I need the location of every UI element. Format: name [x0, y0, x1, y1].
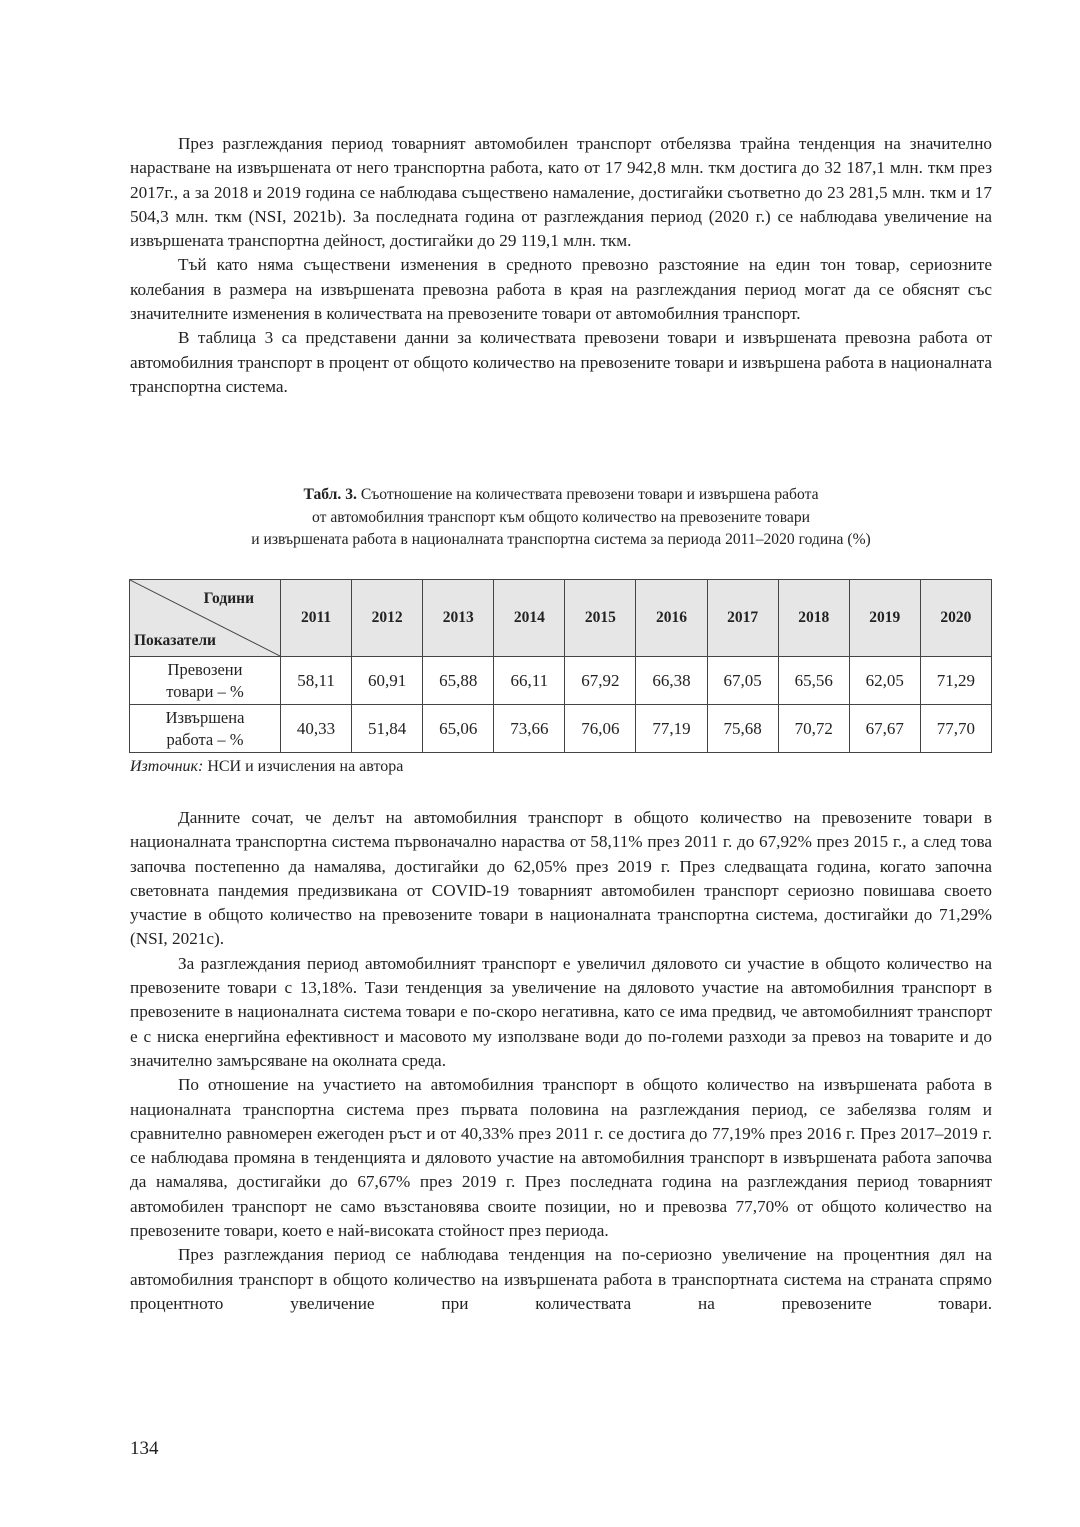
paragraph: За разглеждания период автомобилният транспорт е увеличил дяловото си участие в общото количество на превозените товари с 13,18%. Тази тенденция за увеличение на дяловото участие на автомобилния транспорт в превозените в националната система товари е по-скоро негативна, като се има предвид, че автомобилният транспорт е с ниска енергийна ефективност и масовото му използване води до по-големи разходи за превоз на товарите и до значително замърсяване на околната среда. [130, 953, 992, 1070]
paragraph: В таблица 3 са представени данни за количествата превозени товари и извършената превозна работа от автомобилния транспорт в процент от общото количество на превозените товари и извършена работа в националната транспортна система. [130, 328, 992, 396]
table-cell: 58,11 [281, 657, 352, 705]
paragraph: През разглеждания период товарният автомобилен транспорт отбелязва трайна тенденция на значително нарастване на извършената от него транспортна работа, като от 17 942,8 млн. ткм достига до 32 187,1 млн. ткм през 2017г., а за 2018 и 2019 година се наблюдава съществено намаление, достигайки съответно до 23 281,5 млн. ткм и 17 504,3 млн. ткм (NSI, 2021b). За последната година от разглеждания период (2020 г.) се наблюдава увеличение на извършената транспортна дейност, достигайки до 29 119,1 млн. ткм. [130, 134, 992, 251]
table-cell: 65,88 [423, 657, 494, 705]
data-table [129, 579, 992, 753]
year-header: 2020 [920, 580, 991, 657]
year-header: 2019 [849, 580, 920, 657]
table-caption-line: Съотношение на количествата превозени товари и извършена работа [360, 486, 819, 503]
corner-header-cell [130, 580, 281, 657]
table-cell: 66,38 [636, 657, 707, 705]
year-header: 2011 [281, 580, 352, 657]
table-source [130, 758, 403, 776]
table-row [130, 705, 992, 753]
table-cell: 77,19 [636, 705, 707, 753]
corner-label-indicators: Показатели [134, 632, 216, 649]
paragraph: Тъй като няма съществени изменения в средното превозно разстояние на един тон товар, сериозните колебания в размера на извършената превозна работа в края на разглеждания период могат да се обяснят със значителните изменения в количествата на превозените товари от автомобилния транспорт. [130, 255, 992, 324]
paragraph: По отношение на участието на автомобилния транспорт в общото количество на извършената работа в националната транспортна система през първата половина на разглеждания период, се забелязва голям и сравнително равномерен ежегоден ръст и от 40,33% през 2011 г. се достига до 77,19% през 2016 г. През 2017–2019 г. се наблюдава промяна в тенденцията и дяловото участие на автомобилния транспорт в извършената работа започва да намалява, достигайки до 67,67% през 2019 г. През последната година на разглеждания период товарният автомобилен транспорт не само възстановява своите позиции, но и превозва 77,70% от общото количество на превозените товари, което е най-високата стойност през периода. [130, 1075, 992, 1241]
year-header: 2014 [494, 580, 565, 657]
page-number: 134 [130, 1438, 159, 1459]
table-cell: 65,56 [778, 657, 849, 705]
row-label: Превозени товари – % [130, 657, 281, 705]
table-cell: 71,29 [920, 657, 991, 705]
table-cell: 67,92 [565, 657, 636, 705]
table-row [130, 657, 992, 705]
body-text [130, 806, 992, 1316]
year-header: 2018 [778, 580, 849, 657]
table-cell: 67,67 [849, 705, 920, 753]
year-header: 2015 [565, 580, 636, 657]
row-label: Извършена работа – % [130, 705, 281, 753]
table-cell: 70,72 [778, 705, 849, 753]
table-caption [130, 484, 992, 552]
table-cell: 67,05 [707, 657, 778, 705]
year-header: 2013 [423, 580, 494, 657]
table-cell: 66,11 [494, 657, 565, 705]
source-text: НСИ и изчисления на автора [207, 758, 404, 775]
table-cell: 73,66 [494, 705, 565, 753]
table-header-row [130, 580, 992, 657]
table-cell: 75,68 [707, 705, 778, 753]
table-cell: 65,06 [423, 705, 494, 753]
table-cell: 76,06 [565, 705, 636, 753]
table-cell: 40,33 [281, 705, 352, 753]
paragraph: Данните сочат, че делът на автомобилния транспорт в общото количество на превозените товари в националната транспортна система първоначално нараства от 58,11% през 2011 г. до 67,92% през 2015 г., а след това започва постепенно да намалява, достигайки до 62,05% през 2019 г. През следващата година, когато започна световната пандемия предизвикана от COVID-19 товарният автомобилен транспорт сериозно повишава своето участие в общото количество на превозените товари в националната транспортна система, достигайки до 71,29% (NSI, 2021c). [130, 808, 992, 949]
source-label: Източник: [130, 758, 204, 775]
year-header: 2017 [707, 580, 778, 657]
intro-text [130, 132, 992, 399]
table-cell: 51,84 [352, 705, 423, 753]
table-cell: 60,91 [352, 657, 423, 705]
year-header: 2016 [636, 580, 707, 657]
table-caption-label: Табл. 3. [303, 486, 357, 503]
table-cell: 62,05 [849, 657, 920, 705]
table-caption-line: и извършената работа в националната транспортна система за периода 2011–2020 година (%) [251, 531, 871, 548]
year-header: 2012 [352, 580, 423, 657]
corner-label-years: Години [203, 590, 254, 607]
table-cell: 77,70 [920, 705, 991, 753]
table-caption-line: от автомобилния транспорт към общото количество на превозените товари [312, 508, 810, 526]
paragraph: През разглеждания период се наблюдава тенденция на по-сериозно увеличение на процентния дял на автомобилния транспорт в общото количество на извършената работа в транспортната система на страната спрямо процентното увеличение при количествата на превозените товари. [130, 1245, 992, 1313]
